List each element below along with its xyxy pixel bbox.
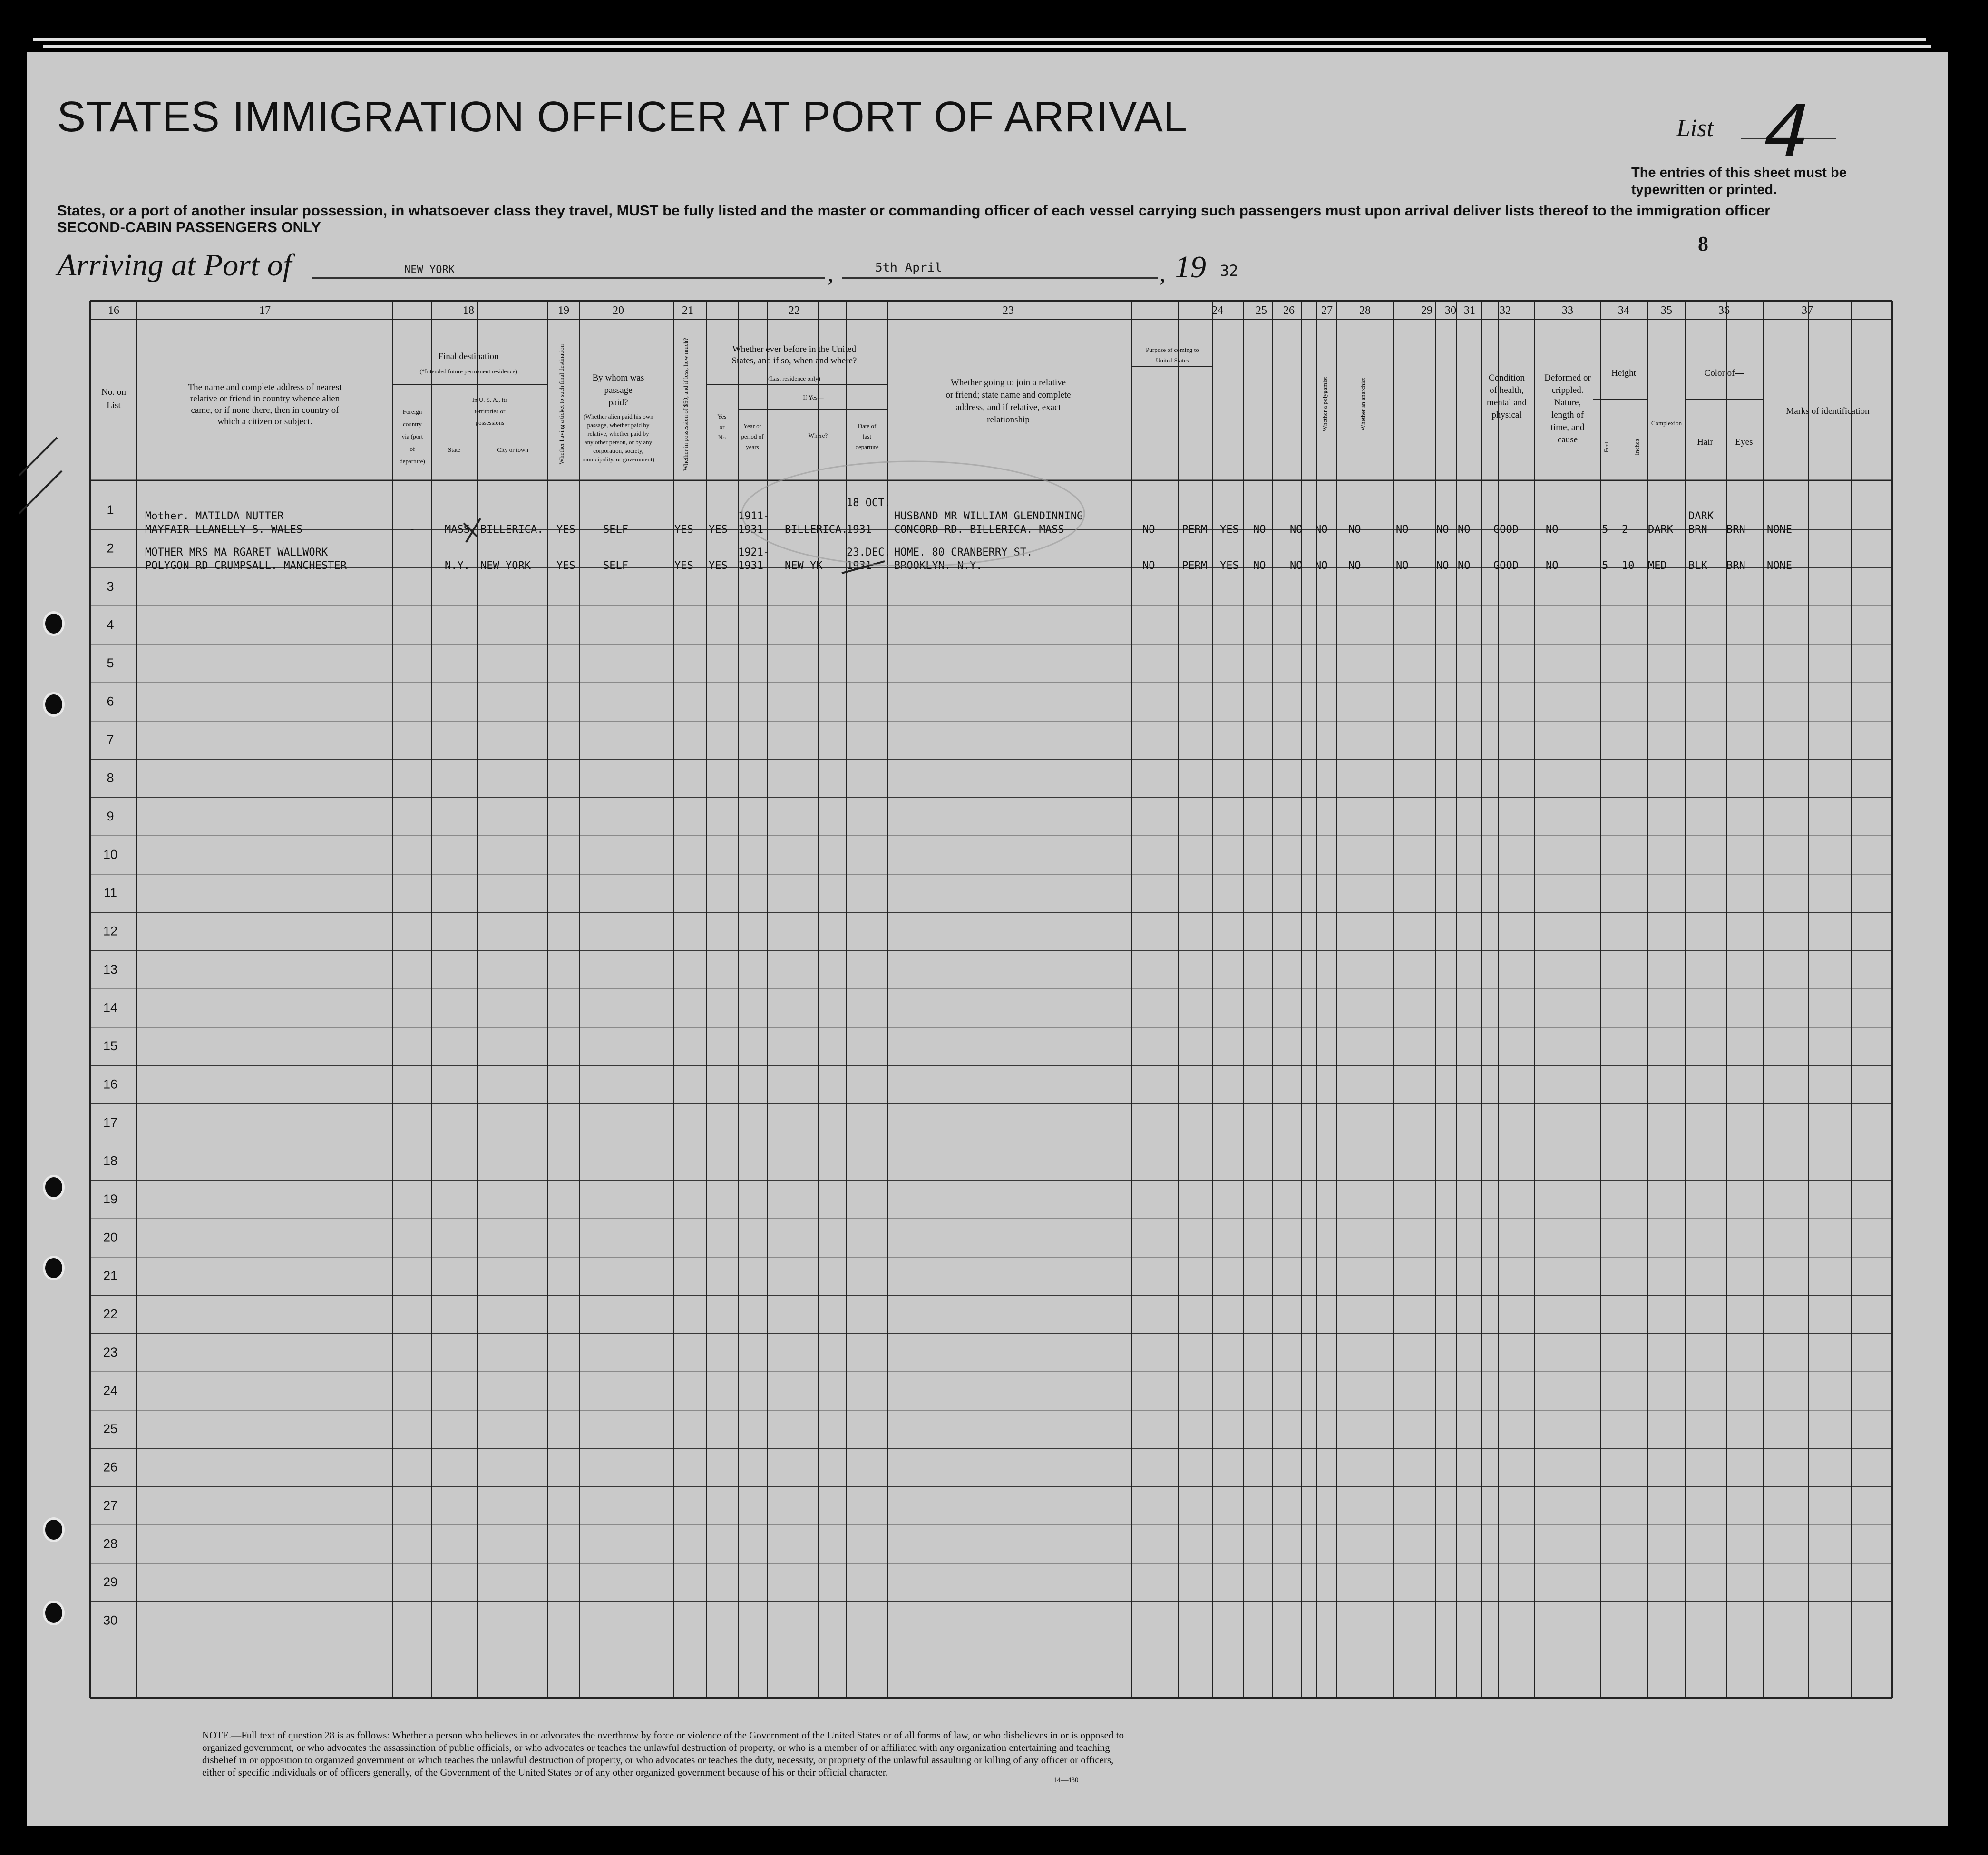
row-number: 25 [103, 1422, 118, 1436]
row-cell-health: GOOD [1493, 560, 1519, 572]
header-passage-paid: passage [604, 385, 633, 395]
row-number: 20 [103, 1230, 118, 1245]
row-number: 30 [103, 1613, 118, 1628]
row-cell-paid: SELF [603, 524, 628, 536]
row-number: 11 [103, 886, 117, 900]
row-cell-has50: YES [674, 560, 693, 572]
row-cell-relative_2: POLYGON RD CRUMPSALL. MANCHESTER [145, 560, 347, 572]
row-cell-where: NEW YK [785, 560, 823, 572]
header-passage-note: any other person, or by any [584, 439, 653, 446]
column-number: 37 [1802, 304, 1813, 317]
header-foreign-country: departure) [400, 458, 425, 465]
row-number: 28 [103, 1536, 118, 1551]
row-cell-health: GOOD [1493, 524, 1519, 536]
header-deformed: crippled. [1551, 385, 1584, 395]
header-join-relative: Whether going to join a relative [950, 378, 1066, 388]
header-date-departure: last [862, 433, 872, 440]
column-number: 35 [1661, 304, 1672, 317]
margin-pen-mark [19, 438, 62, 514]
row-cell-relative_1: MOTHER MRS MA RGARET WALLWORK [145, 547, 328, 558]
row-cell-join_2: BROOKLYN. N.Y. [894, 560, 983, 572]
row-cell-c27: NO [1315, 560, 1328, 572]
row-cell-complexion: MED [1648, 560, 1667, 572]
header-foreign-country: of [409, 445, 415, 452]
row-cell-c31: NO [1458, 524, 1471, 536]
row-cell-foreign: - [409, 560, 416, 572]
row-cell-join_2: CONCORD RD. BILLERICA. MASS [894, 524, 1064, 536]
header-purpose: Purpose of coming to [1146, 346, 1199, 353]
row-number: 23 [103, 1345, 118, 1359]
header-final-destination: Final destination [438, 351, 499, 361]
row-number: 27 [103, 1498, 118, 1513]
row-number: 22 [103, 1307, 118, 1321]
row-number: 29 [103, 1575, 118, 1589]
header-eyes: Eyes [1735, 437, 1753, 447]
row-cell-departure_1: 23.DEC. [847, 547, 891, 558]
header-deformed: cause [1557, 435, 1578, 445]
column-number: 16 [108, 304, 119, 317]
date-value: 5th April [875, 261, 942, 275]
header-passage-note: (Whether alien paid his own [583, 413, 653, 420]
header-year-period: Year or [743, 422, 762, 430]
row-cell-has50: YES [674, 524, 693, 536]
cabin-class: SECOND-CABIN PASSENGERS ONLY [57, 219, 321, 235]
column-number: 33 [1562, 304, 1573, 317]
row-cell-marks: NONE [1767, 524, 1792, 536]
row-cell-years_2: 1931 [738, 560, 763, 572]
header-ever-before: States, and if so, when and where? [731, 356, 857, 366]
row-cell-hair_1: DARK [1688, 510, 1714, 522]
header-health: of health, [1490, 385, 1524, 395]
header-yes-no: Yes [717, 413, 727, 420]
row-cell-deformed: NO [1546, 560, 1559, 572]
header-deformed: Deformed or [1544, 373, 1591, 383]
column-number: 31 [1464, 304, 1475, 317]
header-year-period: years [746, 443, 759, 450]
column-number: 26 [1283, 304, 1295, 317]
instruction-text: States, or a port of another insular possession, in whatsoever class they travel, MUST be fully listed and the master or commanding officer of each vessel carrying such passengers must upon arrival deliver lists thereof to the immigration officer [57, 202, 1771, 219]
header-height: Height [1611, 368, 1636, 378]
row-number: 1 [107, 503, 114, 517]
column-number: 25 [1256, 304, 1267, 317]
column-number: 24 [1212, 304, 1223, 317]
row-cell-c24b: PERM [1182, 560, 1207, 572]
row-number: 7 [107, 732, 114, 747]
form-number: 14—430 [1053, 1777, 1079, 1784]
row-cell-hair_2: BLK [1688, 560, 1707, 572]
row-number: 24 [103, 1383, 118, 1398]
column-number: 18 [463, 304, 474, 317]
list-number: 8 [1698, 232, 1708, 255]
header-passage-paid: paid? [608, 398, 628, 408]
row-cell-c24c: YES [1220, 524, 1239, 536]
row-number: 13 [103, 962, 118, 976]
header-final-destination-note: (*Intended future permanent residence) [419, 368, 517, 375]
column-number: 32 [1500, 304, 1511, 317]
row-number: 14 [103, 1000, 118, 1015]
row-cell-state: MASS. [445, 524, 477, 536]
page-title: STATES IMMIGRATION OFFICER AT PORT OF ARRIVAL [57, 93, 1188, 141]
row-cell-c24a: NO [1142, 560, 1155, 572]
header-in-usa: possessions [475, 419, 505, 426]
column-number: 29 [1421, 304, 1433, 317]
row-cell-city: NEW YORK [480, 560, 531, 572]
header-nearest-relative: came, or if none there, then in country of [191, 405, 339, 415]
header-in-usa: In U. S. A., its [472, 396, 508, 403]
row-number: 6 [107, 694, 114, 709]
row-cell-c26: NO [1290, 524, 1303, 536]
header-health: mental and [1487, 398, 1527, 408]
row-cell-city: BILLERICA. [480, 524, 544, 536]
row-cell-years_2: 1931 [738, 524, 763, 536]
header-complexion: Complexion [1651, 420, 1682, 427]
row-cell-ticket: YES [556, 524, 575, 536]
row-number: 9 [107, 809, 114, 823]
row-cell-years_1: 1911- [738, 510, 770, 522]
header-in-usa: territories or [474, 408, 506, 415]
row-cell-c28: NO [1348, 560, 1361, 572]
row-number: 16 [103, 1077, 118, 1092]
column-number: 30 [1445, 304, 1456, 317]
row-cell-eyes: BRN [1726, 560, 1745, 572]
header-city: City or town [497, 446, 528, 453]
row-cell-c31: NO [1458, 560, 1471, 572]
row-cell-departure_2: 1931 [847, 560, 872, 572]
header-deformed: length of [1551, 410, 1584, 420]
header-if-yes: If Yes— [803, 394, 824, 401]
header-marks: Marks of identification [1786, 406, 1870, 416]
header-ever-before: Whether ever before in the United [732, 344, 857, 354]
header-possession-50: Whether in possession of $50, and if less, how much? [682, 338, 689, 471]
row-cell-hair_2: BRN [1688, 524, 1707, 536]
header-no-on-list: No. on [101, 387, 126, 397]
column-number: 27 [1321, 304, 1333, 317]
header-state: State [448, 446, 460, 453]
header-date-departure: departure [855, 443, 879, 450]
row-cell-c29: NO [1396, 524, 1409, 536]
row-cell-foreign: - [409, 524, 416, 536]
typewritten-note: The entries of this sheet must be typewritten or printed. [1631, 165, 1847, 197]
row-cell-relative_1: Mother. MATILDA NUTTER [145, 510, 284, 522]
row-cell-deformed: NO [1546, 524, 1559, 536]
header-deformed: Nature, [1554, 398, 1581, 408]
row-number: 15 [103, 1039, 118, 1053]
port-value: NEW YORK [404, 264, 455, 276]
comma: , [828, 260, 834, 286]
row-cell-departure_2: 1931 [847, 524, 872, 536]
header-color-of: Color of— [1704, 368, 1744, 378]
row-cell-c24b: PERM [1182, 524, 1207, 536]
row-cell-feet: 5 [1602, 524, 1608, 536]
column-number: 36 [1718, 304, 1730, 317]
row-cell-paid: SELF [603, 560, 628, 572]
header-inches: Inches [1633, 439, 1640, 455]
row-cell-c29: NO [1396, 560, 1409, 572]
header-feet: Feet [1603, 441, 1610, 453]
list-handwritten-mark: 4 [1754, 90, 1821, 173]
header-foreign-country: Foreign [402, 408, 422, 415]
header-nearest-relative: relative or friend in country whence alien [190, 394, 340, 404]
row-number: 21 [103, 1269, 118, 1283]
header-where: Where? [808, 432, 828, 439]
row-cell-c25: NO [1253, 560, 1266, 572]
header-yes-no: No [718, 434, 726, 441]
header-health: Condition [1488, 373, 1525, 383]
comma: , [1160, 260, 1166, 286]
header-passage-note: relative, whether paid by [587, 430, 649, 437]
row-cell-join_1: HUSBAND MR WILLIAM GLENDINNING [894, 510, 1083, 522]
footer-note: NOTE.—Full text of question 28 is as follows: Whether a person who believes in or advocates the overthrow by force or violence of the Government of the United States or of all forms of law, or who disbelieves in or is opposed to organized government, or who advocates the assassination of public officials, or who advocates or teaches the unlawful destruction of property, or who is a member of or affiliated with any organization entertaining and teaching disbelief in or opposition to organized government or which teaches the unlawful destruction of property, or who advocates or teaches the duty, necessity, or propriety of the unlawful assaulting or killing of any officer or officers, either of specific individuals or of officers generally, of the Government of the United States or of any other organized government because of his or their official character. [202, 1729, 1124, 1778]
header-purpose: United States [1156, 357, 1189, 364]
column-number: 19 [558, 304, 569, 317]
row-number: 18 [103, 1153, 118, 1168]
header-hair: Hair [1697, 437, 1713, 447]
header-join-relative: or friend; state name and complete [945, 390, 1071, 400]
row-number: 4 [107, 617, 114, 632]
row-cell-c26: NO [1290, 560, 1303, 572]
row-cell-c30: NO [1436, 560, 1449, 572]
header-date-departure: Date of [858, 422, 877, 430]
header-passage-note: corporation, society, [593, 447, 643, 454]
header-yes-no: or [719, 423, 725, 430]
column-number: 21 [682, 304, 693, 317]
column-number: 20 [613, 304, 624, 317]
header-foreign-country: country [403, 420, 422, 428]
header-passage-note: passage, whether paid by [587, 421, 650, 429]
row-cell-complexion: DARK [1648, 524, 1673, 536]
row-number: 26 [103, 1460, 118, 1474]
column-number: 28 [1359, 304, 1371, 317]
row-cell-c25: NO [1253, 524, 1266, 536]
arriving-label: Arriving at Port of [57, 248, 292, 283]
header-no-on-list: List [107, 400, 121, 410]
column-number: 23 [1003, 304, 1014, 317]
row-number: 10 [103, 847, 118, 862]
row-number: 2 [107, 541, 114, 556]
header-polygamist: Whether a polygamist [1321, 377, 1328, 432]
row-cell-inches: 10 [1622, 560, 1635, 572]
header-last-residence: (Last residence only) [768, 375, 820, 382]
row-cell-feet: 5 [1602, 560, 1608, 572]
row-cell-c28: NO [1348, 524, 1361, 536]
row-cell-years_1: 1921- [738, 547, 770, 558]
row-cell-c24a: NO [1142, 524, 1155, 536]
header-passage-note: municipality, or government) [582, 456, 654, 463]
list-label: List [1676, 115, 1714, 142]
header-foreign-country: via (port [401, 433, 423, 440]
header-ticket: Whether having a ticket to such final destination [558, 344, 565, 465]
header-join-relative: relationship [987, 415, 1030, 425]
row-cell-state: N.Y. [445, 560, 470, 572]
header-anarchist: Whether an anarchist [1359, 378, 1366, 431]
row-number: 12 [103, 924, 118, 938]
row-cell-where: BILLERICA. [785, 524, 848, 536]
header-year-period: period of [741, 433, 764, 440]
header-nearest-relative: The name and complete address of nearest [188, 382, 342, 392]
row-cell-c30: NO [1436, 524, 1449, 536]
row-cell-inches: 2 [1622, 524, 1628, 536]
row-cell-eyes: BRN [1726, 524, 1745, 536]
year-prefix: 19 [1175, 250, 1206, 284]
year-suffix: 32 [1220, 262, 1238, 280]
column-number: 22 [789, 304, 800, 317]
row-cell-before: YES [709, 524, 728, 536]
column-number: 17 [259, 304, 271, 317]
row-cell-ticket: YES [556, 560, 575, 572]
row-cell-marks: NONE [1767, 560, 1792, 572]
header-join-relative: address, and if relative, exact [955, 402, 1061, 412]
row-number: 3 [107, 579, 114, 594]
column-number: 34 [1618, 304, 1629, 317]
row-number: 5 [107, 656, 114, 670]
row-number: 8 [107, 771, 114, 785]
header-deformed: time, and [1550, 422, 1585, 432]
header-health: physical [1491, 410, 1522, 420]
row-cell-c24c: YES [1220, 560, 1239, 572]
row-number: 17 [103, 1115, 118, 1130]
row-cell-relative_2: MAYFAIR LLANELLY S. WALES [145, 524, 303, 536]
row-cell-before: YES [709, 560, 728, 572]
header-passage-paid: By whom was [592, 373, 644, 383]
row-cell-join_1: HOME. 80 CRANBERRY ST. [894, 547, 1033, 558]
header-nearest-relative: which a citizen or subject. [217, 417, 312, 427]
row-cell-c27: NO [1315, 524, 1328, 536]
row-number: 19 [103, 1192, 118, 1206]
row-cell-departure_1: 18 OCT. [847, 497, 891, 509]
